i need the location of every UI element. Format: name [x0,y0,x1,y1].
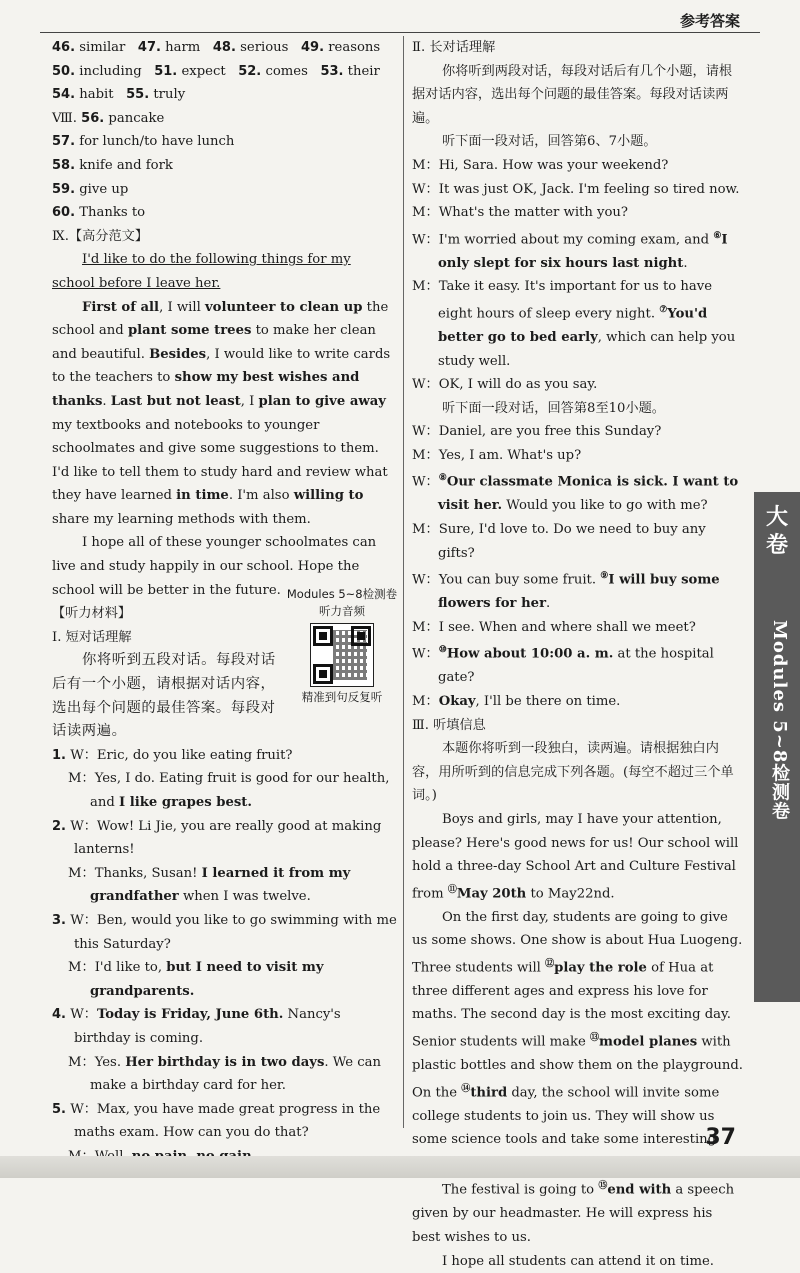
dialog-line [412,201,744,225]
text-run: but I need to visit my grandparents. [90,960,324,999]
text-run: plan to give away [258,393,386,409]
dialog-line [52,1051,397,1098]
answer-word: comes [265,63,308,79]
column-divider [403,36,404,1128]
dialog-line [52,956,397,1003]
answer-word: expect [181,63,226,79]
dialog-number: 5. [52,1101,66,1117]
text-run: a speech given by our headmaster. He will express his best wishes to us. [412,1182,735,1245]
text-run: Besides [149,346,207,362]
dialog-line [412,275,744,373]
text-run: , which can help you study well. [438,329,736,369]
text-run: W： [412,646,439,662]
text-run: Nancy's birthday is coming. [74,1007,341,1046]
text-run: Boys and girls, may I have your attention, please? Here's good news for us! Our school will hold a three-day School Art and Culture Festival from [412,811,739,902]
dialog-line [52,862,397,909]
text-run: M：Sure, I'd love to. Do we need to buy any gifts? [412,522,706,561]
text-run: I hope all students can attend it on time. [442,1253,714,1269]
text-run: day, the school will invite some college students to join us. They will show us some science tools and take some interesting [412,1085,720,1148]
dialog-number: 3. [52,912,66,928]
text-run: end with [607,1182,672,1198]
answer-word: pancake [108,110,165,126]
qr-caption: 精准到句反复听 [301,690,383,704]
text-run: W：Ben, would you like to go swimming with me this Saturday? [70,912,397,952]
dialog-line [412,639,744,690]
dialog-line [52,1003,397,1050]
answer-word: give up [79,181,129,197]
dialog-line [412,616,744,640]
answer-word: knife and fork [79,157,173,173]
answer-number: 53. [320,63,344,79]
dialog-line [412,154,744,178]
dialog-line [412,373,744,397]
page-number: 37 [705,1125,736,1150]
text-run: volunteer to clean up [204,299,363,315]
text-run: to make her clean and beautiful. [52,323,376,362]
marker: ⑪ [447,884,457,895]
answer-number: 55. [126,87,150,103]
text-run: M： [412,693,439,709]
text-run: W：I'm worried about my coming exam, and [412,232,714,248]
text-run: . I'm also [228,488,294,504]
text-run: W：You can buy some fruit. [412,572,601,588]
marker: ⑭ [461,1083,471,1094]
right-column [412,36,744,1273]
essay-paragraph: I hope all of these younger schoolmates can live and study happily in our school. Hope the school will be better in the future. [52,535,377,598]
text-run: . [102,393,111,409]
answer-row [52,201,397,225]
section-heading: Ⅱ. 长对话理解 [412,40,496,55]
answer-number: 47. [137,40,161,55]
text-run: . We can make a birthday card for her. [90,1054,381,1094]
text-run: On the first day, students are going to give us some shows. One show is about Hua Luogeng. Three students will [412,909,743,976]
dialog-number: 1. [52,747,66,763]
text-run: in time [176,488,229,504]
text-run: W： [412,474,439,490]
text-run: Okay [438,693,476,709]
dialog-intro: 听下面一段对话，回答第6、7小题。 [442,134,657,150]
side-tab [754,492,800,1002]
text-run: , I will [159,299,205,315]
text-run: when I was twelve. [178,889,311,905]
text-run: W：OK, I will do as you say. [412,377,598,393]
answer-row [52,36,397,60]
text-run: I like grapes best. [119,795,252,810]
answer-row [52,60,397,84]
text-run: M：Yes. [68,1054,126,1070]
text-run: willing to [293,488,364,504]
dialog-line [52,744,397,768]
answer-row [52,83,397,107]
text-run: play the role [554,960,647,976]
marker: ⑦ [659,304,668,315]
answer-word: truly [153,87,186,103]
text-run: W：It was just OK, Jack. I'm feeling so tired now. [412,181,740,197]
dialog-line [412,420,744,444]
answer-word: including [79,63,142,79]
text-run: to May22nd. [526,886,615,902]
text-run: third [470,1085,508,1101]
essay-first-paragraph: I'd like to do the following things for my school before I leave her. [52,252,351,291]
text-run: at the hospital gate? [438,646,714,686]
text-run: You'd better go to bed early [438,306,708,345]
marker: ⑬ [590,1033,600,1044]
qr-code-icon[interactable] [310,623,374,687]
text-run: Today is Friday, June 6th. [96,1007,284,1023]
answer-number: 52. [238,63,262,79]
text-run: Our classmate Monica is sick. I want to visit her. [438,474,739,514]
answer-number: 46. [52,40,76,55]
answer-word: Thanks to [79,205,146,221]
answer-word: serious [240,40,289,55]
dialog-number: 2. [52,818,66,834]
answer-row [52,154,397,178]
answer-word: reasons [328,40,381,55]
text-run: , I would like to write cards to the teachers to [52,346,391,386]
text-run: M：I'd like to, [68,960,167,976]
dialog-line [412,225,744,276]
dialog-line [412,565,744,616]
text-run: show my best wishes and thanks [52,370,360,409]
dialog-line [52,909,397,956]
monologue-paragraph [412,906,744,1176]
text-run: How about 10:00 a. m. [446,646,614,662]
marker: ⑧ [438,473,447,484]
text-run: model planes [599,1034,698,1050]
text-run: Last but not least [110,393,241,409]
text-run: Her birthday is in two days [125,1054,325,1070]
text-run: M：Yes, I am. What's up? [412,447,582,463]
text-run: W：Eric, do you like eating fruit? [70,747,293,763]
answer-number: 51. [154,63,178,79]
text-run: my textbooks and notebooks to younger schoolmates and give some suggestions to them. I'd like to tell them to study hard and review what they have learned [52,417,388,504]
text-run: I will buy some flowers for her [438,572,720,612]
answer-word: habit [79,87,114,103]
answer-word: harm [165,40,201,55]
text-run: , I [240,393,259,409]
text-run: M：I see. When and where shall we meet? [412,619,696,635]
marker: ⑩ [438,645,447,656]
dialog-line [412,444,744,468]
marker: ⑮ [598,1181,608,1192]
answer-row [52,178,397,202]
answer-number: 48. [212,40,236,55]
section-heading: Ⅲ. 听填信息 [412,717,486,733]
dialog-line [412,467,744,518]
answer-number: 57. [52,134,76,150]
header-rule [40,32,760,33]
dialog-line [412,690,744,714]
text-run: W：Wow! Li Jie, you are really good at making lanterns! [70,818,382,858]
section-heading: Ⅸ.【高分范文】 [52,228,149,244]
text-run: The festival is going to [442,1182,599,1198]
answer-number: 60. [52,205,76,221]
text-run: . [546,596,551,612]
text-run: May 20th [456,886,527,902]
answer-number: 56. [81,110,105,126]
dialog-line [52,1098,397,1145]
text-run: Would you like to go with me? [502,498,708,514]
section-label: Ⅷ. [52,110,77,126]
qr-subtitle: 听力音频 [319,604,365,618]
header-title: 参考答案 [679,12,740,30]
side-tab-big: 大 卷 [765,505,788,558]
answer-word: similar [79,40,126,55]
text-run: , I'll be there on time. [475,693,621,709]
text-run: plant some trees [127,323,252,339]
essay-paragraph [52,296,397,532]
answer-number: 59. [52,181,76,197]
marker: ⑥ [713,230,722,241]
section-intro: 本题你将听到一段独白，读两遍。请根据独白内容，用所听到的信息完成下列各题。(每空不超过三个单词。) [412,741,734,804]
text-run: . [683,255,688,271]
text-run: First of all [82,299,160,315]
text-run: M：What's the matter with you? [412,205,628,221]
monologue-paragraph [412,808,744,906]
qr-block[interactable] [282,586,402,706]
text-run: M：Yes, I do. Eating fruit is good for our health, and [68,771,390,810]
text-run: W：Daniel, are you free this Sunday? [412,424,662,440]
listening-heading: 【听力材料】 [52,606,132,622]
answer-number: 49. [301,40,325,55]
text-run: I learned it from my grandfather [90,865,351,905]
marker: ⑫ [545,958,555,969]
answer-number: 54. [52,87,76,103]
side-tab-label: Modules 5~8检测卷 [769,620,790,821]
text-run: of Hua at three different ages and express his love for maths. The second day is the most exciting day. Senior students will make [412,960,731,1050]
text-run: M：Take it easy. It's important for us to have eight hours of sleep every night. [412,279,712,322]
dialog-line [412,518,744,565]
answer-word: for lunch/to have lunch [79,134,235,150]
dialog-intro: 听下面一段对话，回答第8至10小题。 [442,400,665,416]
text-run: with plastic bottles and show them on the playground. On the [412,1034,744,1101]
answer-word: their [347,63,380,79]
dialog-line [52,815,397,862]
dialog-number: 4. [52,1007,66,1023]
monologue-paragraph [412,1250,744,1273]
dialog-line [52,767,397,814]
text-run: I only slept for six hours last night [438,232,728,271]
text-run: W： [70,1007,97,1023]
answer-number: 58. [52,157,76,173]
answer-row [52,130,397,154]
bottom-band [0,1156,800,1178]
text-run: W：Max, you have made great progress in the maths exam. How can you do that? [70,1101,381,1141]
text-run: share my learning methods with them. [52,511,311,527]
section-intro: 你将听到两段对话，每段对话后有几个小题，请根据对话内容，选出每个问题的最佳答案。每段对话读两遍。 [412,63,733,126]
section-heading: Ⅰ. 短对话理解 [52,629,132,645]
text-run: M：Thanks, Susan! [68,865,202,881]
dialog-line [412,178,744,202]
qr-title: Modules 5~8检测卷 [286,587,398,601]
answer-number: 50. [52,63,76,79]
section-intro: 你将听到五段对话。每段对话后有一个小题，请根据对话内容，选出每个问题的最佳答案。每段对话读两遍。 [52,652,276,740]
monologue-paragraph [412,1175,744,1249]
marker: ⑨ [600,571,609,582]
text-run: the school and [52,299,389,339]
text-run: M：Hi, Sara. How was your weekend? [412,157,669,173]
answer-row [52,107,397,131]
